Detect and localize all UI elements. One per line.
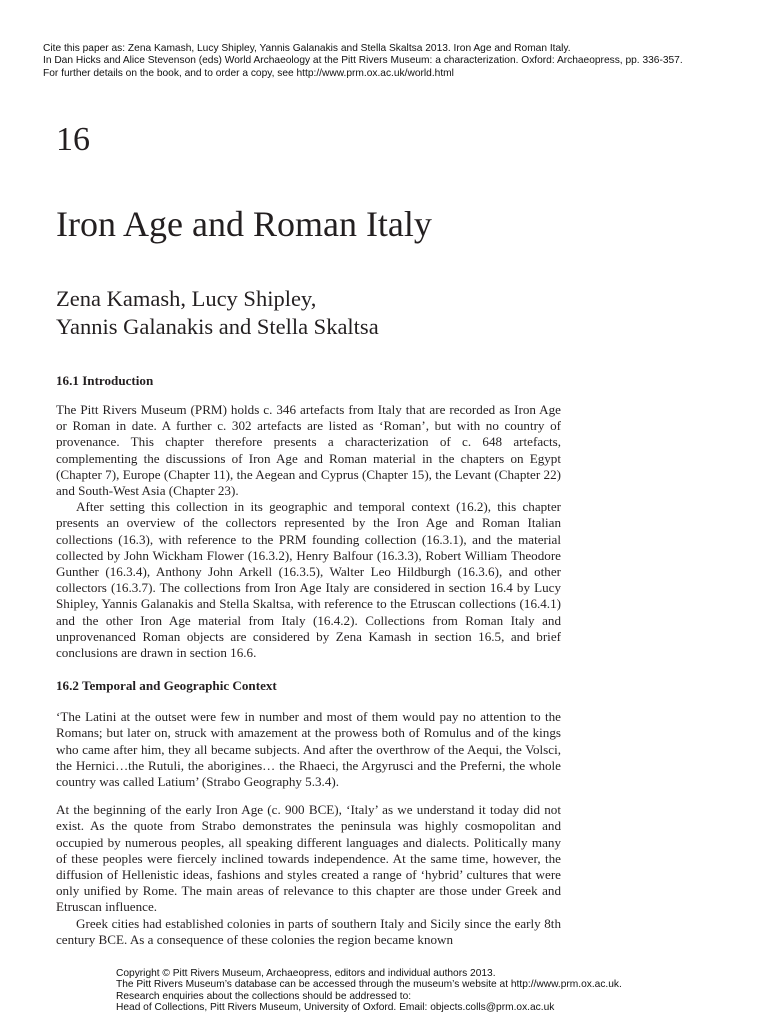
chapter-authors [56,285,379,341]
footer-line: Copyright © Pitt Rivers Museum, Archaeopress, editors and individual authors 2013. [116,968,496,979]
citation-line: In Dan Hicks and Alice Stevenson (eds) World Archaeology at the Pitt Rivers Museum: a characterization. Oxford: Archaeopress, pp. 336-357. [43,55,683,67]
chapter-title: Iron Age and Roman Italy [56,204,432,244]
section-heading-introduction: 16.1 Introduction [56,373,154,388]
context-paragraph-1: At the beginning of the early Iron Age (c. 900 BCE), ‘Italy’ as we understand it today did not exist. As the quote from Strabo demonstrates the peninsula was highly cosmopolitan and occupied by numerous peoples, all speaking different languages and dialects. Politically many of these peoples were fiercely inclined towards independence. At the same time, however, the diffusion of Hellenistic ideas, fashions and styles created a range of ‘hybrid’ cultures that were only unified by Rome. The main areas of relevance to this chapter are those under Greek and Etruscan influence. [56,802,561,915]
intro-paragraph-1: The Pitt Rivers Museum (PRM) holds c. 346 artefacts from Italy that are recorded as Iron Age or Roman in date. A further c. 302 artefacts are listed as ‘Roman’, but with no country of provenance. This chapter therefore presents a characterization of c. 648 artefacts, complementing the discussions of Iron Age and Roman material in the chapters on Egypt (Chapter 7), Europe (Chapter 11), the Aegean and Cyprus (Chapter 15), the Levant (Chapter 22) and South-West Asia (Chapter 23). [56,402,561,499]
chapter-number: 16 [56,121,90,158]
citation-line: Cite this paper as: Zena Kamash, Lucy Shipley, Yannis Galanakis and Stella Skaltsa 2013. Iron Age and Roman Italy. [43,43,571,54]
context-paragraph-2: Greek cities had established colonies in parts of southern Italy and Sicily since the early 8th century BCE. As a consequence of these colonies the region became known [56,915,561,947]
strabo-quote: ‘The Latini at the outset were few in number and most of them would pay no attention to the Romans; but later on, struck with amazement at the prowess both of Romulus and of the kings who came after him, they all became subjects. And after the overthrow of the Aequi, the Volsci, the Hernici…the Rutuli, the aborigines… the Rhaeci, the Argyrusci and the Preferni, the whole country was called Latium’ (Strabo Geography 5.3.4). [56,709,561,790]
chapter-body [56,372,561,948]
intro-paragraph-2: After setting this collection in its geographic and temporal context (16.2), this chapter presents an overview of the collectors represented by the Iron Age and Roman Italian collections (16.3), with reference to the PRM founding collection (16.3.1), and the material collected by John Wickham Flower (16.3.2), Henry Balfour (16.3.3), Robert William Theodore Gunther (16.3.4), Anthony John Arkell (16.3.5), Walter Leo Hildburgh (16.3.6), and other collectors (16.3.7). The collections from Iron Age Italy are considered in section 16.4 by Lucy Shipley, Yannis Galanakis and Stella Skaltsa, with reference to the Etruscan collections (16.4.1) and the other Iron Age material from Italy (16.4.2). Collections from Roman Italy and unprovenanced Roman objects are considered by Zena Kamash in section 16.5, and brief conclusions are drawn in section 16.6. [56,499,561,661]
footer-line: The Pitt Rivers Museum’s database can be accessed through the museum’s website at http://www.prm.ox.ac.uk. [116,979,622,991]
citation-block [43,43,763,80]
footer-line: Research enquiries about the collections should be addressed to: [116,990,412,1002]
copyright-footer [116,968,756,1014]
author-line: Zena Kamash, Lucy Shipley, [56,286,317,311]
footer-line: Head of Collections, Pitt Rivers Museum, University of Oxford. Email: objects.colls@prm.ox.ac.uk [116,1002,555,1014]
author-line: Yannis Galanakis and Stella Skaltsa [56,314,379,339]
section-heading-context: 16.2 Temporal and Geographic Context [56,678,277,694]
citation-line: For further details on the book, and to order a copy, see http://www.prm.ox.ac.uk/world.html [43,67,454,79]
